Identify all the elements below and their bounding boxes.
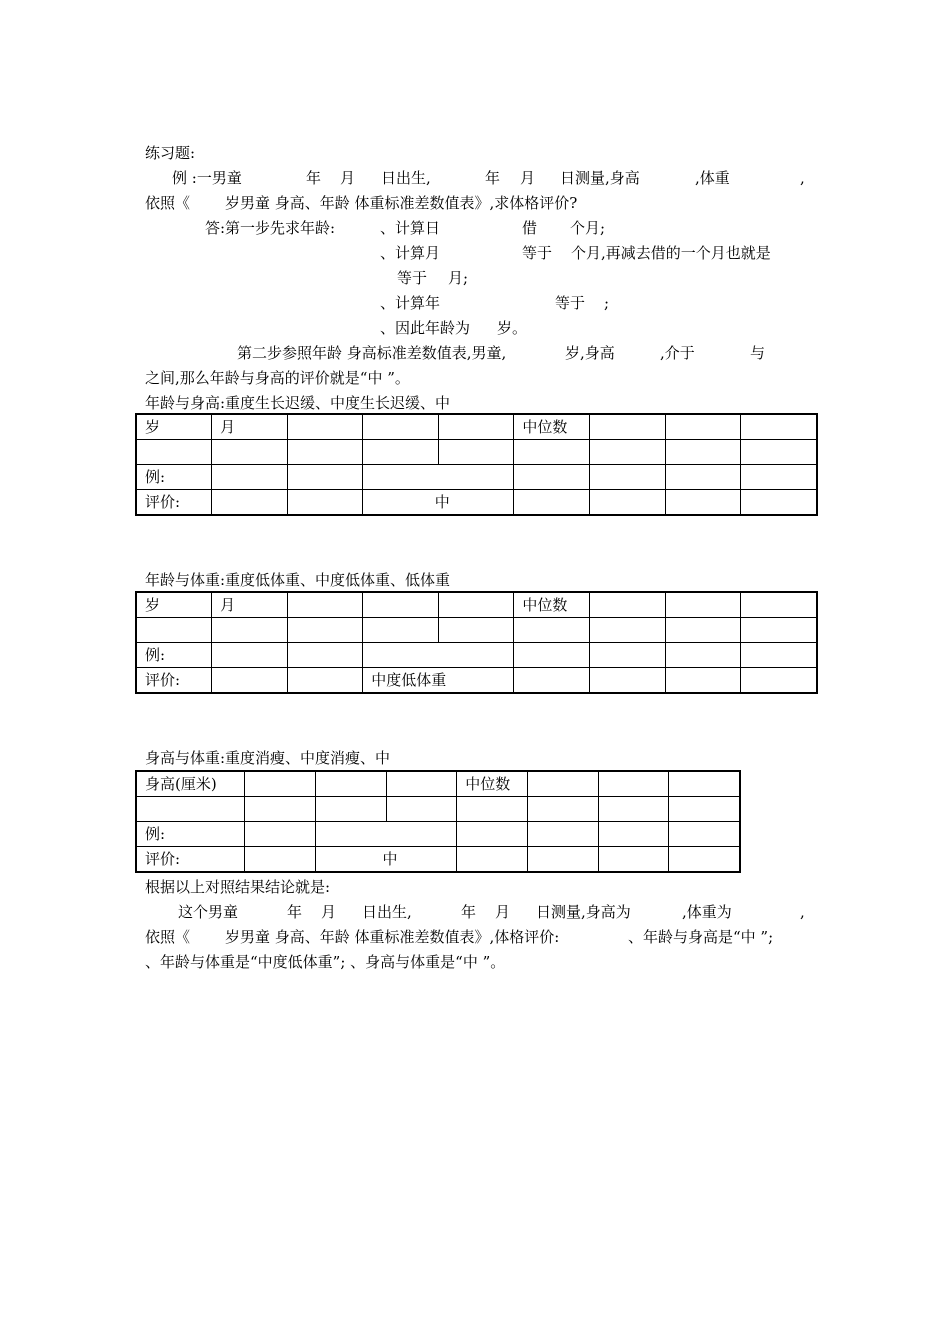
table-row <box>136 822 740 847</box>
header-height: 身高(厘米) <box>136 771 245 797</box>
table-row <box>136 618 817 643</box>
age-weight-table <box>135 591 818 694</box>
answer-text: 个月,再减去借的一个月也就是 <box>571 244 771 262</box>
row-label-eval: 评价: <box>136 847 245 873</box>
step-two-text: 与 <box>750 344 766 362</box>
question-text: 例 :一男童 <box>172 169 242 187</box>
exercise-heading: 练习题: <box>145 144 196 162</box>
table-row <box>136 490 817 516</box>
answer-text: 、计算年 <box>380 294 441 312</box>
answer-text: 、计算月 <box>380 244 441 262</box>
conclusion-text: 这个男童 <box>178 903 239 921</box>
step-two-text: ,介于 <box>660 344 695 362</box>
header-median: 中位数 <box>514 414 590 440</box>
question-text: 月 <box>520 169 536 187</box>
conclusion-text: , <box>800 903 805 921</box>
eval-value: 中 <box>363 490 514 516</box>
table3-caption: 身高与体重:重度消瘦、中度消瘦、中 <box>145 749 391 767</box>
header-month: 月 <box>212 414 288 440</box>
table-row <box>136 465 817 490</box>
table-row <box>136 847 740 873</box>
answer-text: 借 <box>522 219 538 237</box>
answer-text: 岁。 <box>497 319 528 337</box>
row-label-eval: 评价: <box>136 668 212 694</box>
answer-text: ; <box>604 294 610 312</box>
conclusion-text: 日测量,身高为 <box>536 903 631 921</box>
question-text: 年 <box>485 169 501 187</box>
conclusion-text: 年 <box>461 903 477 921</box>
question-text: 依照《 <box>145 194 191 212</box>
row-label-eval: 评价: <box>136 490 212 516</box>
question-text: 日出生, <box>381 169 431 187</box>
answer-text: 个月; <box>570 219 606 237</box>
answer-text: 月; <box>448 269 469 287</box>
table-row <box>136 414 817 440</box>
conclusion-text: 、年龄与体重是“中度低体重”; 、身高与体重是“中 ”。 <box>145 953 506 971</box>
eval-value: 中度低体重 <box>363 668 514 694</box>
table-row <box>136 668 817 694</box>
question-text: 岁男童 身高、年龄 体重标准差数值表》,求体格评价? <box>225 194 578 212</box>
conclusion-text: 月 <box>321 903 337 921</box>
table-row <box>136 797 740 822</box>
conclusion-text: 依照《 <box>145 928 191 946</box>
row-label-example: 例: <box>136 822 245 847</box>
conclusion-text: 年 <box>287 903 303 921</box>
answer-text: 、计算日 <box>380 219 441 237</box>
answer-text: 、因此年龄为 <box>380 319 471 337</box>
height-weight-table <box>135 770 741 873</box>
conclusion-text: ,体重为 <box>682 903 732 921</box>
age-height-table <box>135 413 818 516</box>
conclusion-text: 、年龄与身高是“中 ”; <box>628 928 774 946</box>
question-text: , <box>800 169 805 187</box>
question-text: 年 <box>306 169 322 187</box>
table-row <box>136 643 817 668</box>
answer-text: 等于 <box>555 294 586 312</box>
table2-caption: 年龄与体重:重度低体重、中度低体重、低体重 <box>145 571 451 589</box>
table1-caption: 年龄与身高:重度生长迟缓、中度生长迟缓、中 <box>145 394 451 412</box>
answer-text: 答:第一步先求年龄: <box>205 219 336 237</box>
table-row <box>136 771 740 797</box>
step-two-text: 第二步参照年龄 身高标准差数值表,男童, <box>237 344 507 362</box>
header-age: 岁 <box>136 414 212 440</box>
step-two-text: 之间,那么年龄与身高的评价就是“中 ”。 <box>145 369 410 387</box>
conclusion-text: 岁男童 身高、年龄 体重标准差数值表》,体格评价: <box>225 928 560 946</box>
row-label-example: 例: <box>136 643 212 668</box>
answer-text: 等于 <box>397 269 428 287</box>
step-two-text: 岁,身高 <box>565 344 615 362</box>
header-median: 中位数 <box>457 771 528 797</box>
header-month: 月 <box>212 592 288 618</box>
question-text: 月 <box>340 169 356 187</box>
row-label-example: 例: <box>136 465 212 490</box>
conclusion-intro: 根据以上对照结果结论就是: <box>145 878 331 896</box>
conclusion-text: 日出生, <box>362 903 412 921</box>
question-text: ,体重 <box>695 169 730 187</box>
question-text: 日测量,身高 <box>560 169 640 187</box>
eval-value: 中 <box>315 847 456 873</box>
conclusion-text: 月 <box>495 903 511 921</box>
answer-text: 等于 <box>522 244 553 262</box>
header-age: 岁 <box>136 592 212 618</box>
table-row <box>136 592 817 618</box>
header-median: 中位数 <box>514 592 590 618</box>
table-row <box>136 440 817 465</box>
